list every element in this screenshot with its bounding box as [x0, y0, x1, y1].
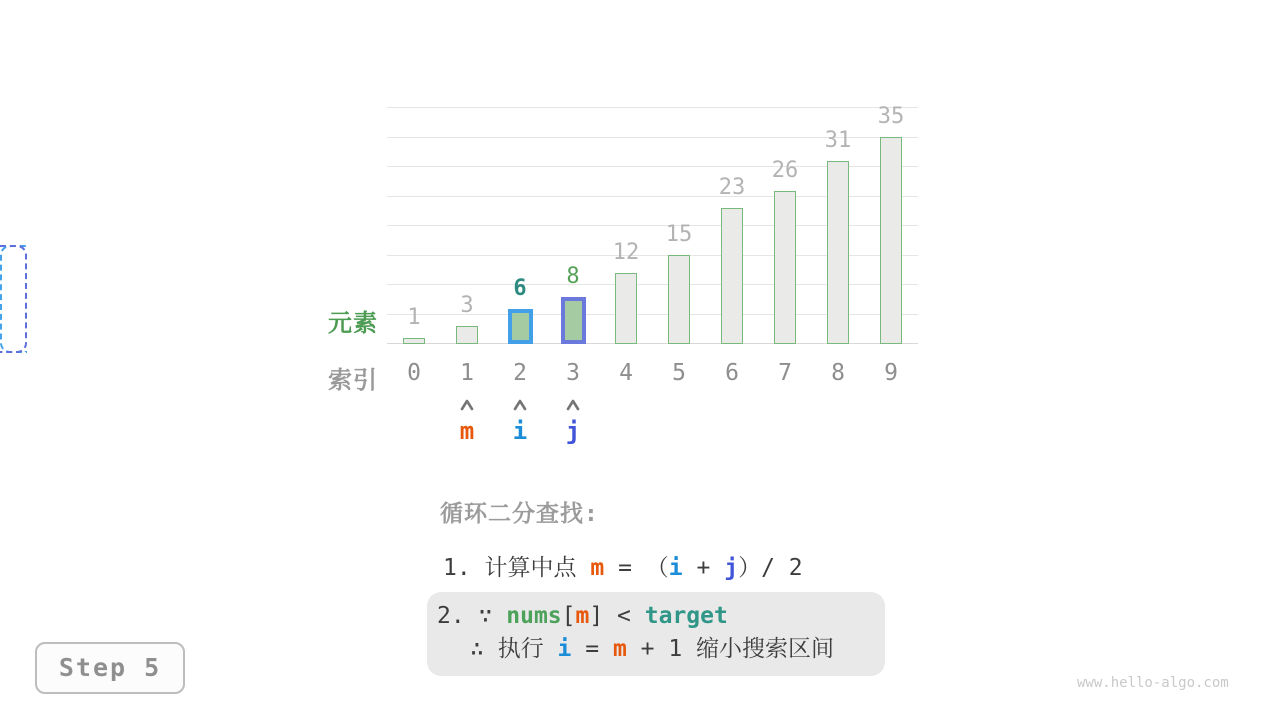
- bar-value-label: 35: [877, 104, 905, 129]
- text-segment: =: [604, 555, 646, 581]
- bar: [508, 309, 533, 344]
- bar-value-label: 23: [718, 175, 746, 200]
- bar: [827, 161, 849, 344]
- text-segment: 2. ∵: [437, 603, 507, 629]
- note-line-1: [437, 600, 728, 633]
- text-segment: j: [724, 555, 739, 581]
- bar-value-label: 12: [612, 240, 640, 265]
- step-badge[interactable]: Step 5: [35, 642, 185, 694]
- text-segment: =: [571, 636, 613, 662]
- index-label: 6: [725, 360, 739, 386]
- bar: [774, 191, 796, 344]
- text-segment: nums: [506, 603, 562, 629]
- bar: [668, 255, 690, 344]
- text-segment: 1. 计算中点: [443, 555, 591, 581]
- bar-value-label: 8: [566, 264, 580, 289]
- text-segment: [: [561, 603, 576, 629]
- bar-value-label: 26: [771, 158, 799, 183]
- index-label: 9: [884, 360, 898, 386]
- bar-value-label: 3: [460, 293, 474, 318]
- text-segment: i: [557, 636, 572, 662]
- text-segment: i: [668, 555, 683, 581]
- text-segment: +: [682, 555, 725, 581]
- bar-value-label: 31: [824, 128, 852, 153]
- bar: [615, 273, 637, 344]
- pointer-arrow-icon: [565, 396, 581, 408]
- text-segment: ] <: [589, 603, 645, 629]
- index-label: 0: [407, 360, 421, 386]
- index-label: 4: [619, 360, 633, 386]
- watermark: www.hello-algo.com: [1077, 675, 1229, 691]
- index-label: 5: [672, 360, 686, 386]
- text-segment: + 1 缩小搜索区间: [626, 636, 835, 662]
- bar-chart: [387, 104, 918, 344]
- index-label: 7: [778, 360, 792, 386]
- bar: [403, 338, 425, 344]
- bar: [456, 326, 478, 344]
- text-segment: target: [644, 603, 728, 629]
- pointer-arrow-icon: [512, 396, 528, 408]
- pointer-label-j: j: [565, 417, 581, 445]
- index-row: [387, 360, 918, 390]
- bar: [880, 137, 902, 344]
- bar-value-label: 15: [665, 222, 693, 247]
- caption-title: 循环二分查找:: [440, 501, 599, 527]
- bar: [561, 297, 586, 344]
- gridline: [387, 107, 918, 108]
- formula-line: [443, 549, 803, 582]
- search-interval-bracket-right: [0, 245, 27, 353]
- text-segment: （: [645, 555, 669, 581]
- text-segment: m: [590, 555, 605, 581]
- index-label: 2: [513, 360, 527, 386]
- pointer-arrow-icon: [459, 396, 475, 408]
- index-label: 1: [460, 360, 474, 386]
- index-row-label: 索引: [328, 366, 378, 394]
- bar: [721, 208, 743, 344]
- note-box: [427, 592, 885, 676]
- pointer-label-i: i: [512, 417, 528, 445]
- text-segment: m: [612, 636, 627, 662]
- text-segment: ）/ 2: [738, 555, 803, 581]
- index-label: 8: [831, 360, 845, 386]
- bar-value-label: 1: [407, 305, 421, 330]
- index-label: 3: [566, 360, 580, 386]
- bar-value-label: 6: [513, 276, 527, 301]
- text-segment: ∴ 执行: [470, 636, 558, 662]
- element-row-label: 元素: [328, 309, 378, 337]
- text-segment: m: [575, 603, 590, 629]
- note-line-2: [470, 633, 834, 666]
- pointer-label-m: m: [459, 417, 475, 445]
